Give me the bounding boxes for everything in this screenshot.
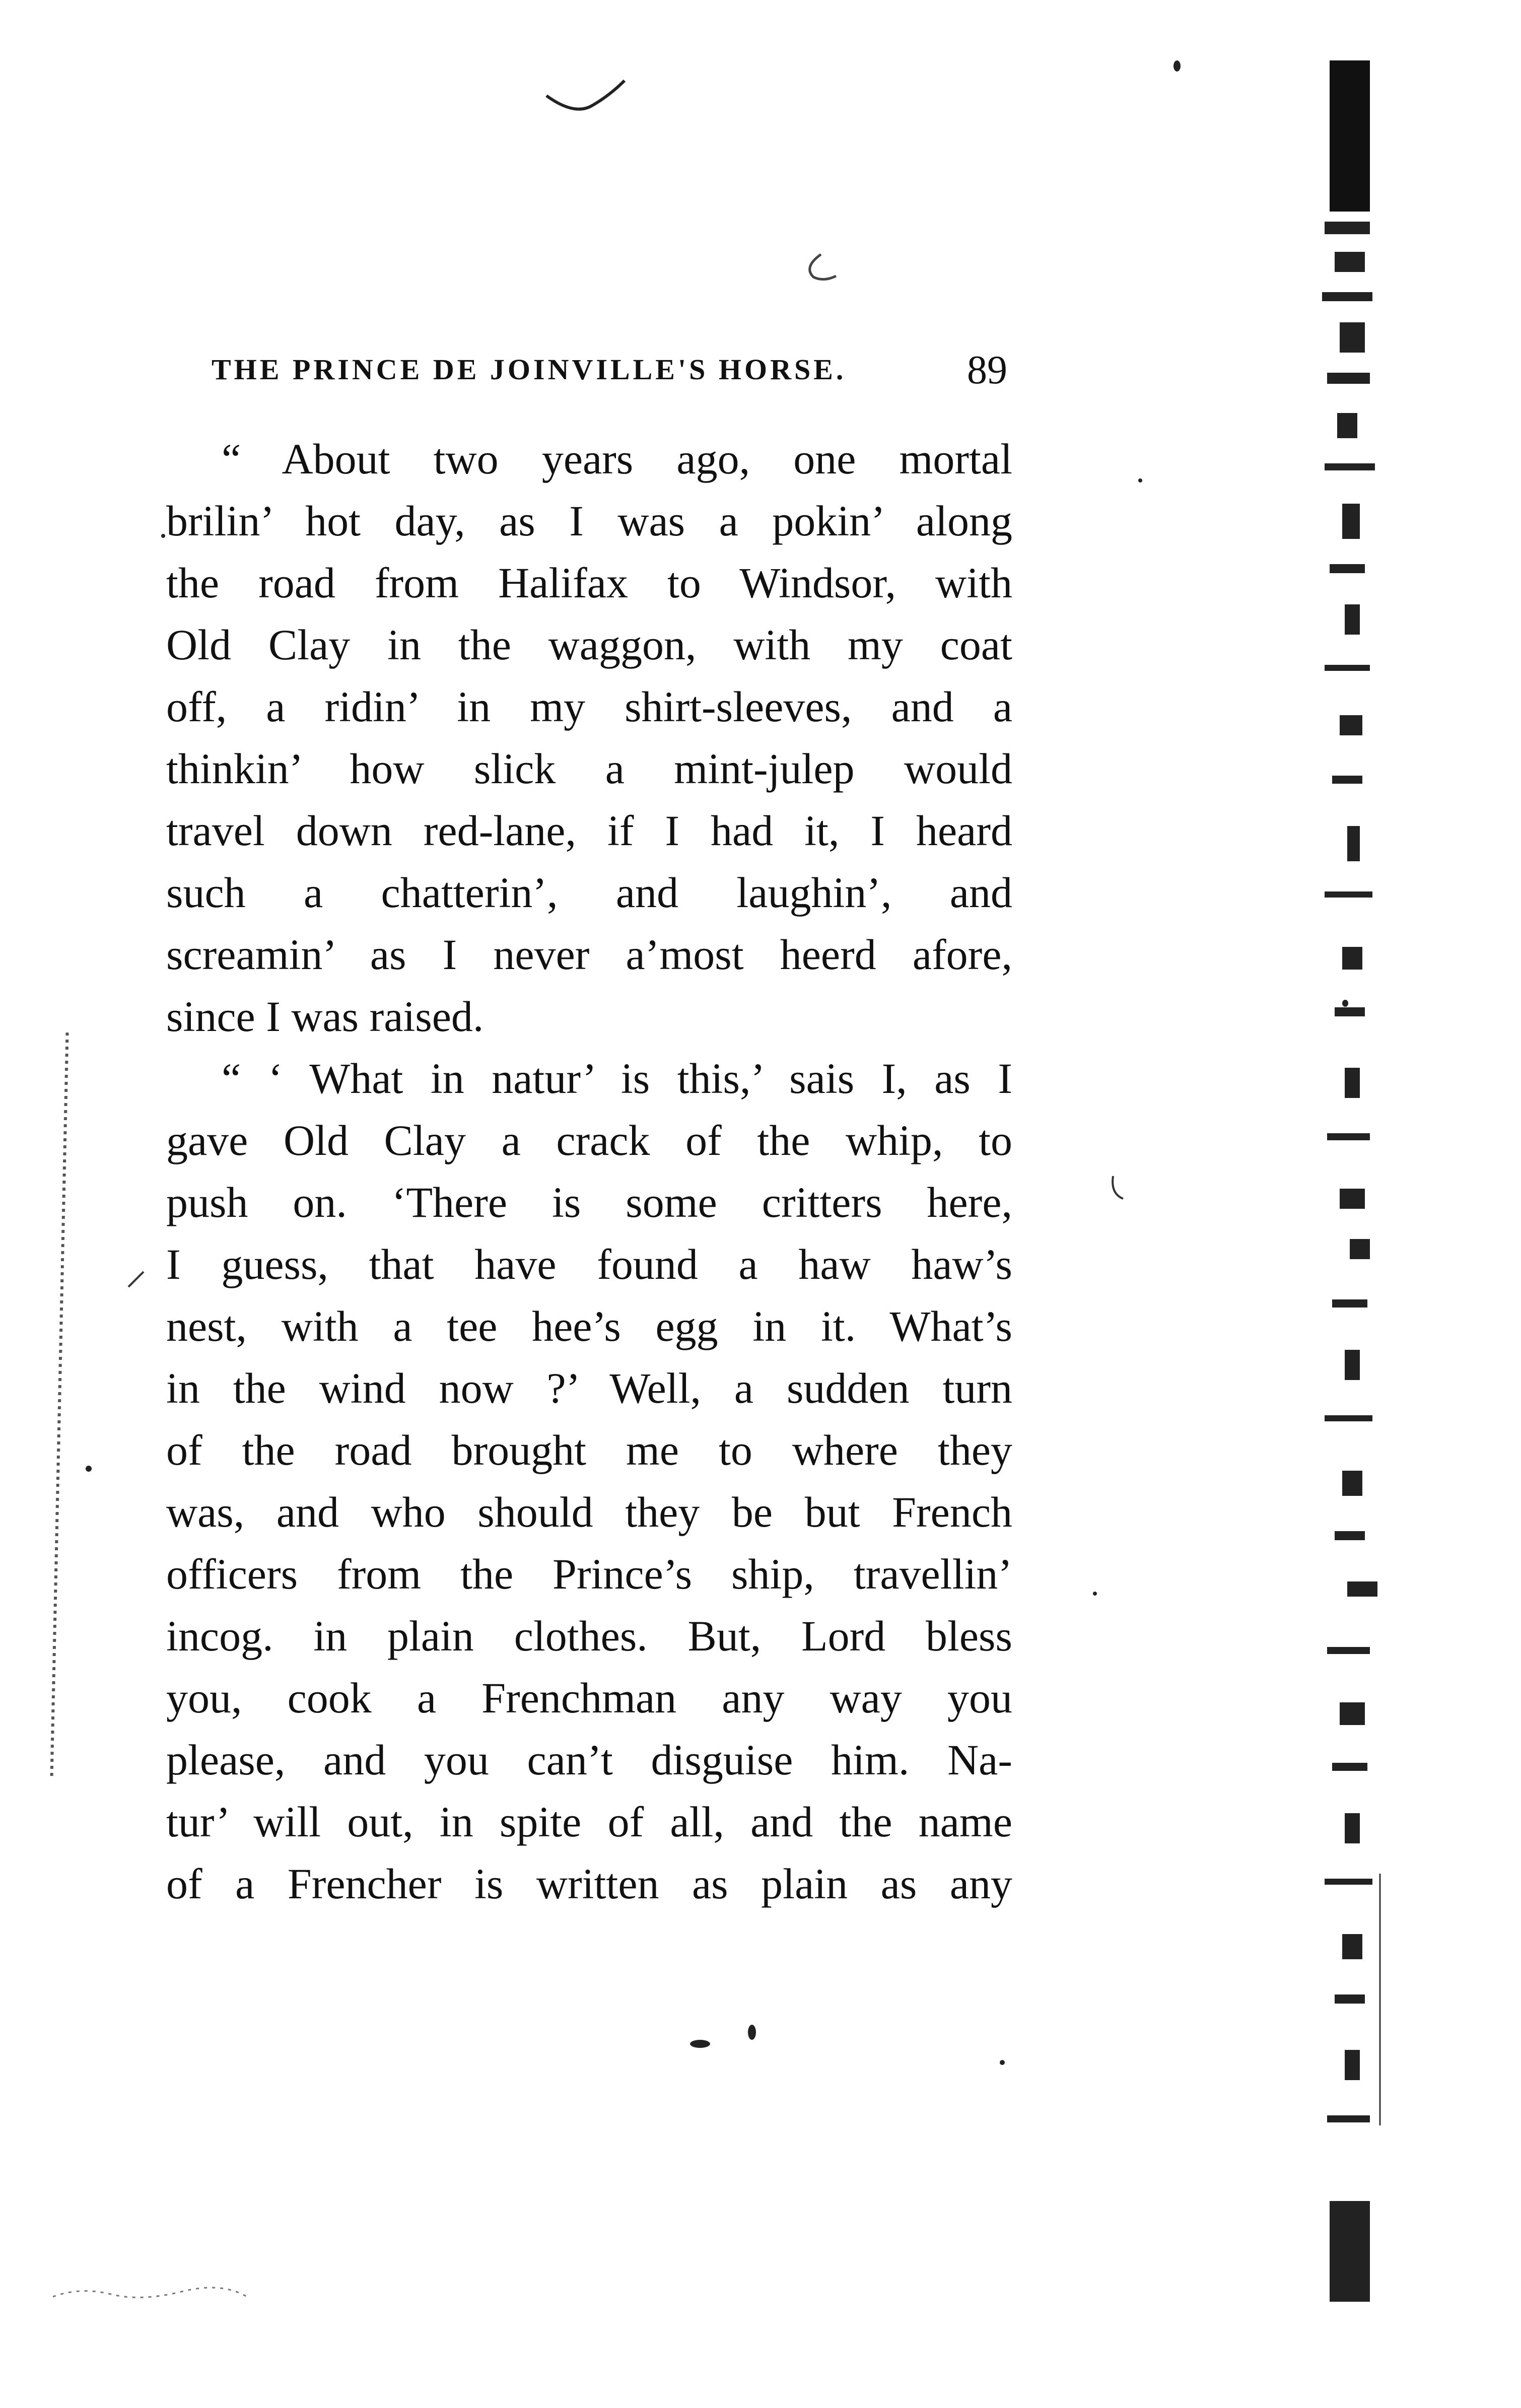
text-line: you, cook a Frenchman any way you bbox=[166, 1674, 1012, 1722]
text-line: officers from the Prince’s ship, travellin’ bbox=[166, 1550, 1012, 1598]
pencil-mark-icon bbox=[1108, 1174, 1128, 1204]
text-line: was, and who should they be but French bbox=[166, 1488, 1012, 1536]
text-line: please, and you can’t disguise him. Na- bbox=[166, 1736, 1012, 1784]
text-line: gave Old Clay a crack of the whip, to bbox=[166, 1116, 1012, 1164]
text-line: the road from Halifax to Windsor, with bbox=[166, 559, 1012, 607]
text-line: Old Clay in the waggon, with my coat bbox=[166, 621, 1012, 669]
speck bbox=[690, 2040, 710, 2048]
text-line: thinkin’ how slick a mint-julep would bbox=[166, 744, 1012, 793]
text-line: nest, with a tee hee’s egg in it. What’s bbox=[166, 1302, 1012, 1350]
text-line: of a Frencher is written as plain as any bbox=[166, 1860, 1012, 1908]
speck bbox=[1000, 2060, 1005, 2065]
text-line: “ About two years ago, one mortal bbox=[222, 435, 1012, 483]
text-line: in the wind now ?’ Well, a sudden turn bbox=[166, 1364, 1012, 1412]
text-line: travel down red-lane, if I had it, I heard bbox=[166, 806, 1012, 855]
speck bbox=[86, 1466, 92, 1472]
speck bbox=[1342, 1000, 1348, 1007]
scan-edge-noise bbox=[1320, 60, 1390, 2302]
running-head bbox=[212, 348, 1007, 393]
speck bbox=[1173, 60, 1181, 72]
pencil-mark-icon bbox=[801, 252, 846, 287]
pencil-mark-icon bbox=[126, 1269, 146, 1289]
speck bbox=[1093, 1592, 1097, 1596]
text-line: off, a ridin’ in my shirt-sleeves, and a bbox=[166, 682, 1012, 731]
speck bbox=[1138, 478, 1142, 483]
text-line: screamin’ as I never a’most heerd afore, bbox=[166, 930, 1012, 979]
page-number: 89 bbox=[967, 348, 1007, 392]
text-line: since I was raised. bbox=[166, 992, 484, 1041]
pencil-mark-icon bbox=[50, 2277, 252, 2307]
text-line: I guess, that have found a haw haw’s bbox=[166, 1240, 1012, 1288]
running-title: THE PRINCE DE JOINVILLE'S HORSE. bbox=[212, 353, 847, 386]
margin-rule bbox=[50, 1033, 69, 1778]
text-line: tur’ will out, in spite of all, and the name bbox=[166, 1798, 1012, 1846]
text-line: “ ‘ What in natur’ is this,’ sais I, as I bbox=[222, 1054, 1012, 1103]
text-line: of the road brought me to where they bbox=[166, 1426, 1012, 1474]
text-line: brilin’ hot day, as I was a pokin’ along bbox=[166, 497, 1012, 545]
speck bbox=[161, 534, 165, 538]
text-line: such a chatterin’, and laughin’, and bbox=[166, 868, 1012, 917]
pencil-mark-icon bbox=[544, 76, 635, 121]
speck bbox=[748, 2025, 756, 2040]
text-line: incog. in plain clothes. But, Lord bless bbox=[166, 1612, 1012, 1660]
body-text bbox=[166, 428, 1012, 1915]
text-line: push on. ‘There is some critters here, bbox=[166, 1178, 1012, 1226]
